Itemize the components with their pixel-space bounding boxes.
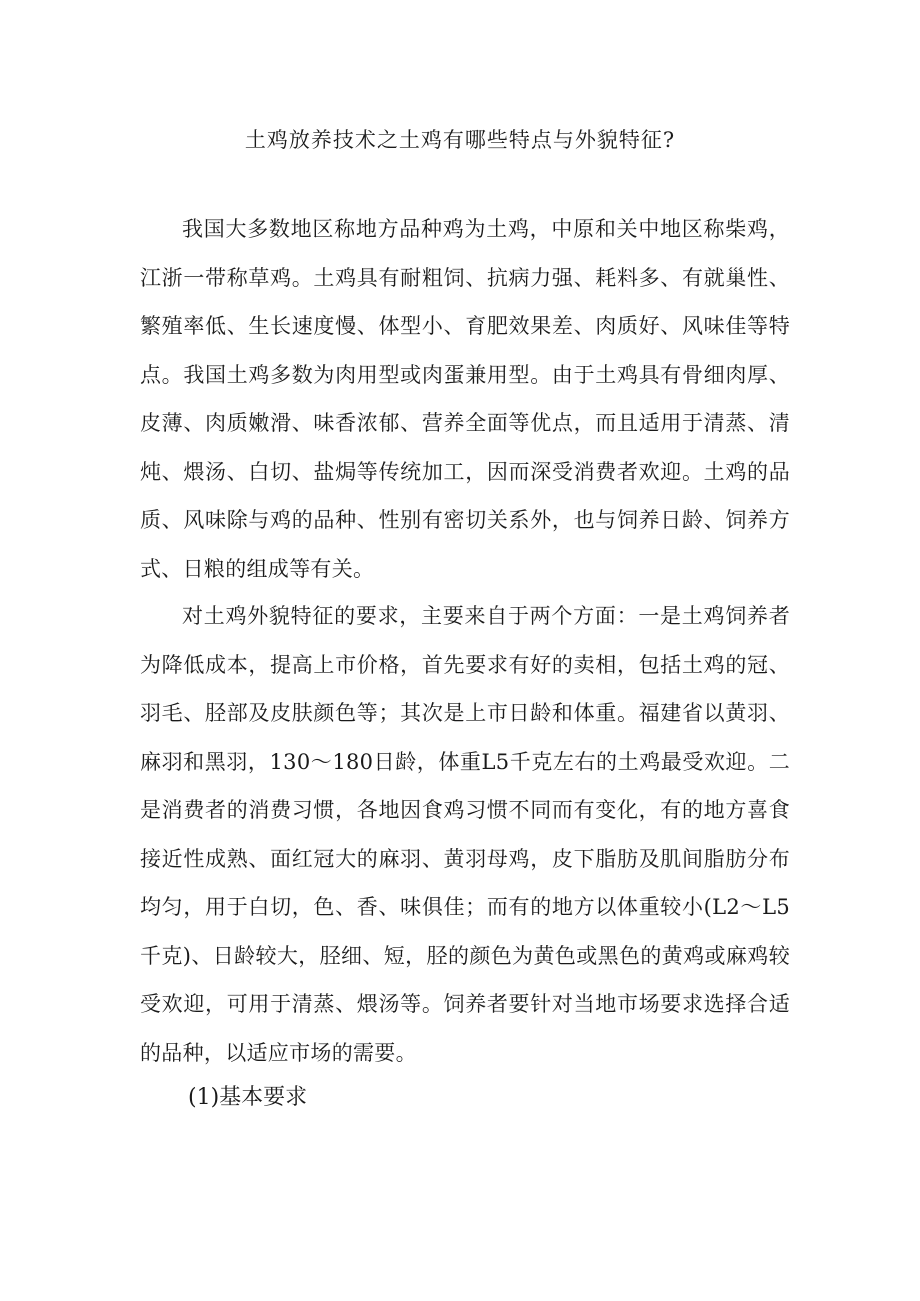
paragraph-1: 我国大多数地区称地方品种鸡为土鸡，中原和关中地区称柴鸡，江浙一带称草鸡。土鸡具有耐粗饲、抗病力强、耗料多、有就巢性、繁殖率低、生长速度慢、体型小、育肥效果差、肉质好、风味佳等特点。我国土鸡多数为肉用型或肉蛋兼用型。由于土鸡具有骨细肉厚、皮薄、肉质嫩滑、味香浓郁、营养全面等优点，而且适用于清蒸、清炖、煨汤、白切、盐焗等传统加工，因而深受消费者欢迎。土鸡的品质、风味除与鸡的品种、性别有密切关系外，也与饲养日龄、饲养方式、日粮的组成等有关。 [140, 217, 790, 581]
section-heading: (1)基本要求 [188, 1085, 308, 1110]
paragraph-2: 对土鸡外貌特征的要求，主要来自于两个方面：一是土鸡饲养者为降低成本，提高上市价格，首先要求有好的卖相，包括土鸡的冠、羽毛、胫部及皮肤颜色等；其次是上市日龄和体重。福建省以黄羽、麻羽和黑羽，130～180日龄，体重L5千克左右的土鸡最受欢迎。二是消费者的消费习惯，各地因食鸡习惯不同而有变化，有的地方喜食接近性成熟、面红冠大的麻羽、黄羽母鸡，皮下脂肪及肌间脂肪分布均匀，用于白切，色、香、味俱佳；而有的地方以体重较小(L2～L5千克)、日龄较大，胫细、短，胫的颜色为黄色或黑色的黄鸡或麻鸡较受欢迎，可用于清蒸、煨汤等。饲养者要针对当地市场要求选择合适的品种，以适应市场的需要。 [140, 604, 790, 1065]
document-title: 土鸡放养技术之土鸡有哪些特点与外貌特征? [244, 128, 676, 152]
